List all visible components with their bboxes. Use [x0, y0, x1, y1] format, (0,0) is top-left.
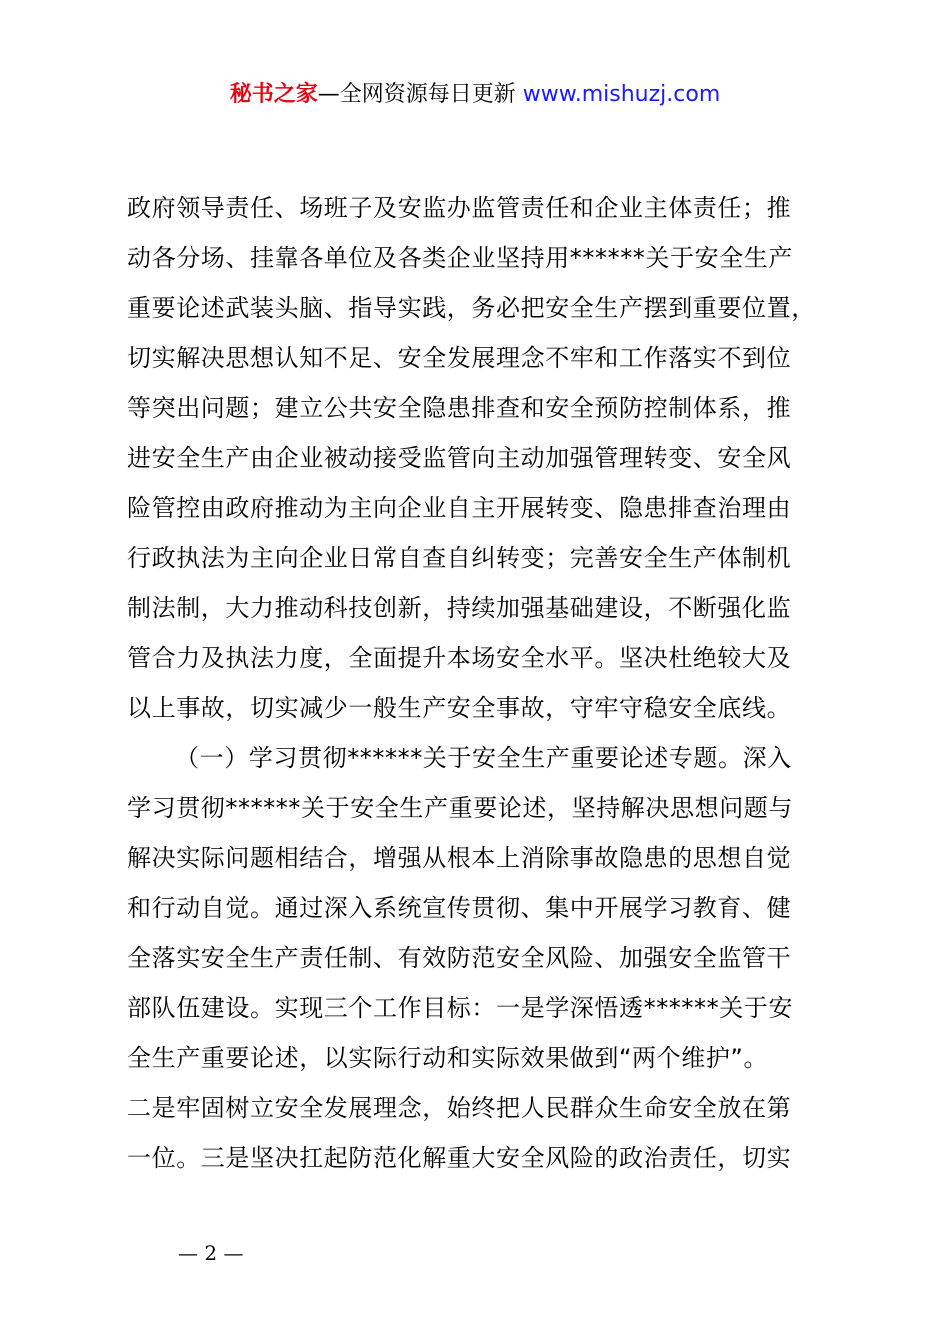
body-line: 切实解决思想认知不足、安全发展理念不牢和工作落实不到位 [127, 344, 792, 372]
document-body [127, 183, 842, 1183]
body-line: 险管控由政府推动为主向企业自主开展转变、隐患排查治理由 [127, 494, 792, 522]
body-line: 部队伍建设。实现三个工作目标：一是学深悟透******关于安 [127, 994, 793, 1022]
site-header [0, 78, 950, 112]
body-line: 以上事故，切实减少一般生产安全事故，守牢守稳安全底线。 [127, 694, 792, 722]
body-line: 行政执法为主向企业日常自查自纠转变；完善安全生产体制机 [127, 544, 792, 572]
body-line: 解决实际问题相结合，增强从根本上消除事故隐患的思想自觉 [127, 844, 792, 872]
section-heading-line: （一）学习贯彻******关于安全生产重要论述专题。深入 [175, 744, 792, 772]
site-url: www.mishuzj.com [522, 82, 721, 107]
brand-name: 秘书之家 [229, 82, 318, 107]
body-line: 进安全生产由企业被动接受监管向主动加强管理转变、安全风 [127, 444, 792, 472]
body-line: 和行动自觉。通过深入系统宣传贯彻、集中开展学习教育、健 [127, 894, 792, 922]
body-line: 全落实安全生产责任制、有效防范安全风险、加强安全监管干 [127, 944, 792, 972]
body-line: 一位。三是坚决扛起防范化解重大安全风险的政治责任，切实 [127, 1144, 792, 1172]
body-line: 学习贯彻******关于安全生产重要论述，坚持解决思想问题与 [127, 794, 793, 822]
body-line: 政府领导责任、场班子及安监办监管责任和企业主体责任；推 [127, 194, 792, 222]
body-line: 制法制，大力推动科技创新，持续加强基础建设，不断强化监 [127, 594, 792, 622]
body-line: 重要论述武装头脑、指导实践，务必把安全生产摆到重要位置， [127, 294, 816, 322]
body-line: 全生产重要论述，以实际行动和实际效果做到“两个维护”。 [127, 1044, 769, 1072]
body-line: 等突出问题；建立公共安全隐患排查和安全预防控制体系，推 [127, 394, 792, 422]
header-tagline: —全网资源每日更新 [317, 82, 523, 107]
body-line: 动各分场、挂靠各单位及各类企业坚持用******关于安全生产 [127, 244, 793, 272]
page-number: — 2 — [178, 1241, 244, 1265]
body-line: 二是牢固树立安全发展理念，始终把人民群众生命安全放在第 [127, 1094, 792, 1122]
body-line: 管合力及执法力度，全面提升本场安全水平。坚决杜绝较大及 [127, 644, 792, 672]
